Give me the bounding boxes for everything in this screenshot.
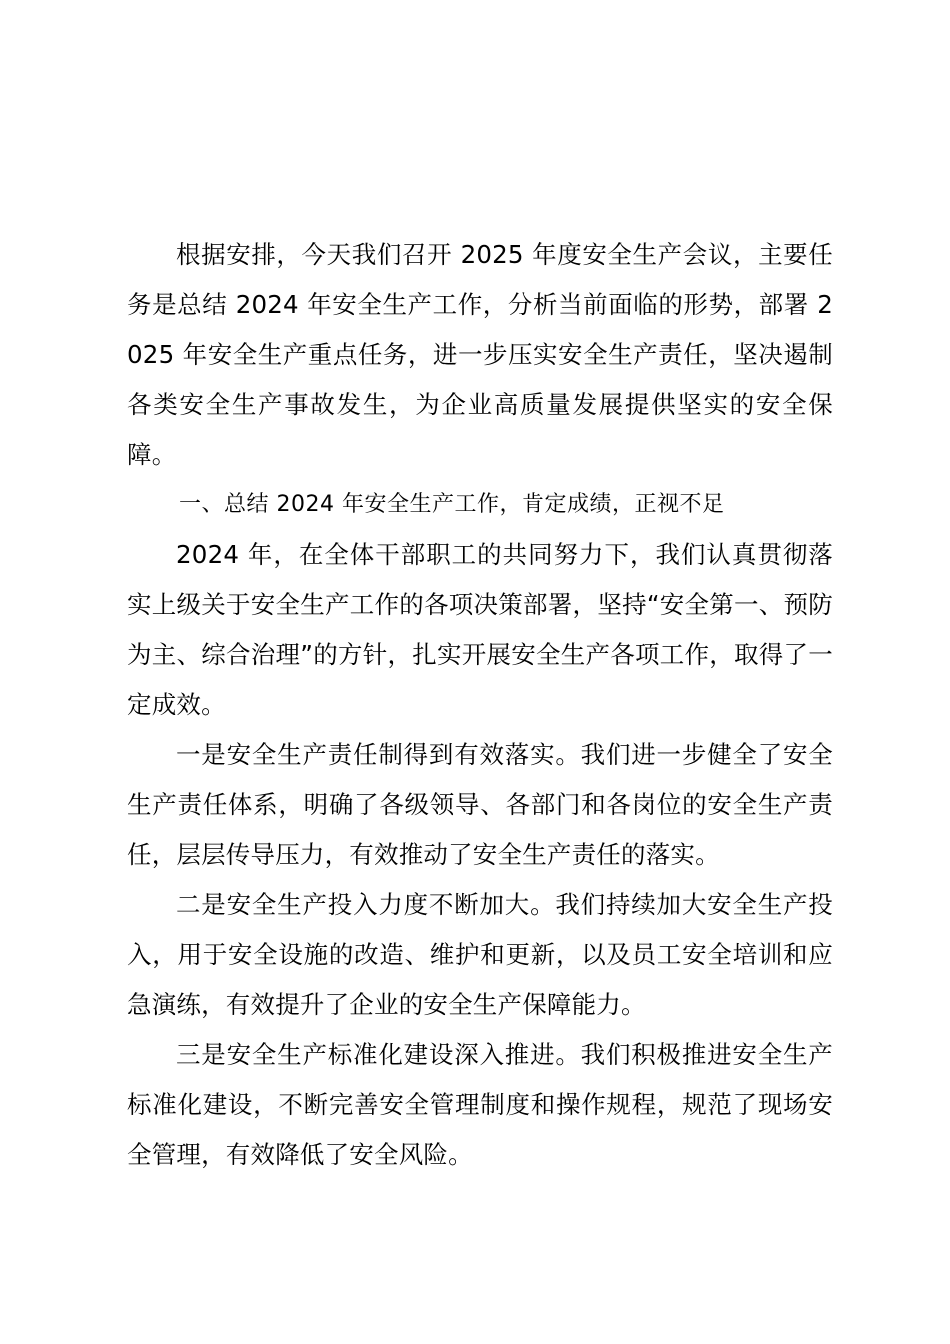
point-two-paragraph: 二是安全生产投入力度不断加大。我们持续加大安全生产投入，用于安全设施的改造、维护和更新，以及员工安全培训和应急演练，有效提升了企业的安全生产保障能力。 [127, 890, 833, 1019]
document-body [127, 230, 833, 1180]
point-one-paragraph: 一是安全生产责任制得到有效落实。我们进一步健全了安全生产责任体系，明确了各级领导、各部门和各岗位的安全生产责任，层层传导压力，有效推动了安全生产责任的落实。 [127, 740, 833, 869]
summary-paragraph: 2024 年，在全体干部职工的共同努力下，我们认真贯彻落实上级关于安全生产工作的各项决策部署，坚持“安全第一、预防为主、综合治理”的方针，扎实开展安全生产各项工作，取得了一定成效。 [127, 540, 833, 719]
intro-paragraph: 根据安排，今天我们召开 2025 年度安全生产会议，主要任务是总结 2024 年安全生产工作，分析当前面临的形势，部署 2025 年安全生产重点任务，进一步压实安全生产责任，坚决遏制各类安全生产事故发生，为企业高质量发展提供坚实的安全保障。 [127, 240, 833, 469]
point-three-paragraph: 三是安全生产标准化建设深入推进。我们积极推进安全生产标准化建设，不断完善安全管理制度和操作规程，规范了现场安全管理，有效降低了安全风险。 [127, 1040, 833, 1169]
section-heading: 一、总结 2024 年安全生产工作，肯定成绩，正视不足 [179, 492, 725, 517]
